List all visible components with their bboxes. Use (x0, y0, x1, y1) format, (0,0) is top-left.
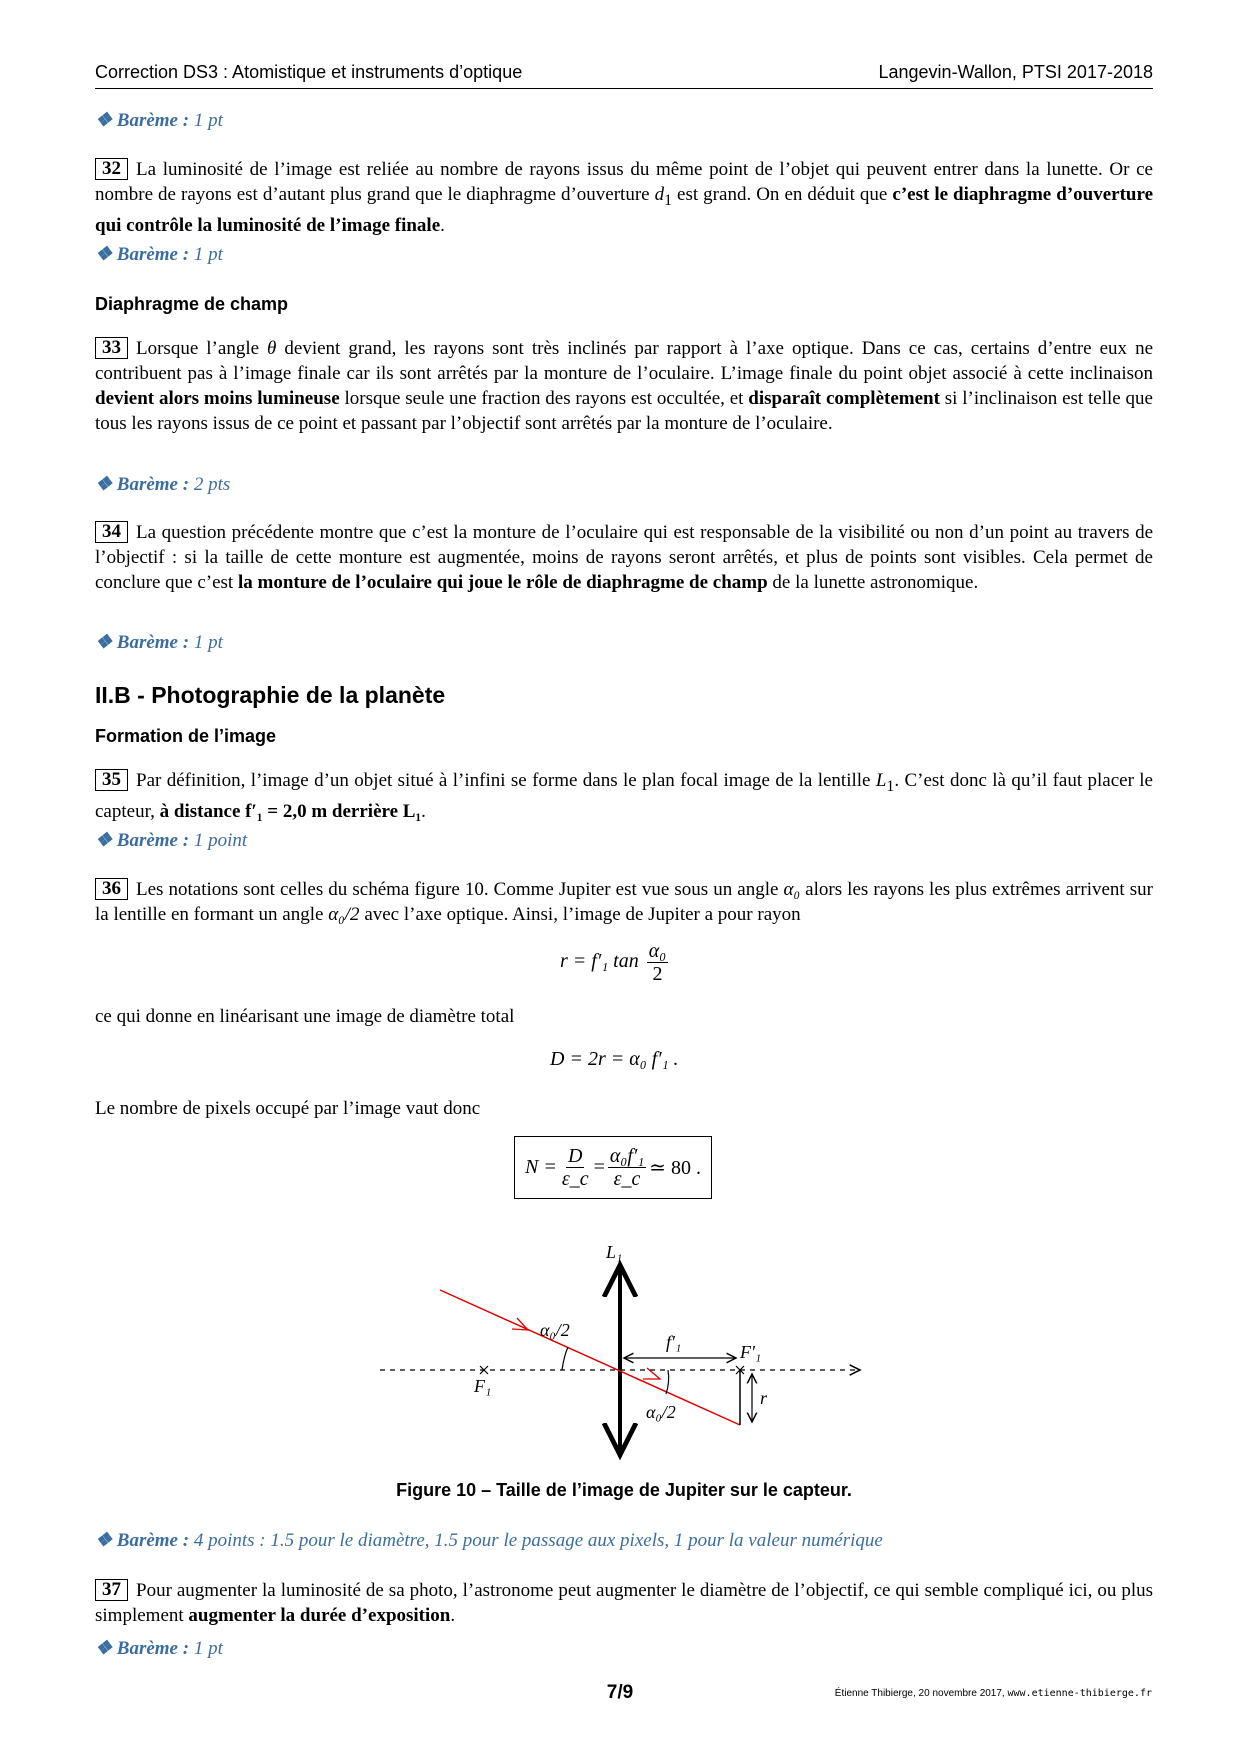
bareme-label: ❖ Barème : (95, 110, 190, 131)
equation-diameter: D = 2r = α₀ f′₁ . (550, 1048, 679, 1070)
fraction-num: α₀ (648, 940, 667, 962)
text: Par définition, l’image d’un objet situé à l’infini se forme dans le plan focal image de la lentille (136, 770, 876, 791)
text: Pour augmenter la luminosité de sa photo, l’astronome peut augmenter le diamètre de l’objectif, ce qui semble compliqué ici, ou plus simplement (95, 1580, 1153, 1626)
question-32 (95, 157, 1153, 238)
header-school: Langevin-Wallon, PTSI 2017-2018 (878, 62, 1153, 82)
bold-text: c’est le diaphragme d’ouverture qui contrôle la luminosité de l’image finale (95, 184, 1153, 236)
label-alpha-top: α₀/2 (540, 1320, 570, 1340)
text: . (421, 800, 426, 822)
fraction (608, 1145, 646, 1190)
text: lorsque seule une fraction des rayons est occultée, et (339, 388, 749, 409)
header-title: Correction DS3 : Atomistique et instruments d’optique (95, 62, 523, 82)
sub: 1 (886, 777, 895, 795)
text: . (440, 214, 445, 236)
page-number: 7/9 (606, 1682, 634, 1703)
bareme-32 (95, 242, 1153, 267)
bold-text: à distance f′₁ = 2,0 m derrière L₁ (159, 800, 422, 822)
bareme-value: 1 pt (193, 632, 223, 653)
eq-lhs: r = f′₁ tan (560, 950, 639, 973)
fraction-den: ε_c (613, 1168, 641, 1190)
bareme-value: 1 pt (193, 244, 223, 265)
equation-pixels (514, 1136, 712, 1199)
var-d: d (654, 184, 665, 205)
text: de la lunette astronomique. (767, 572, 979, 593)
eq-lhs: N = (525, 1156, 557, 1178)
var-L: L (875, 770, 887, 791)
bareme-31 (95, 108, 1153, 133)
text: devient grand, les rayons sont très inclinés par rapport à l’axe optique. Dans ce cas, certains d’entre eux ne contribuent pas à l’image finale car ils sont arrêtés par la monture de l’oculaire. L’image finale du point objet associé à cette inclinaison (95, 338, 1153, 384)
bareme-37 (95, 1636, 1153, 1661)
bareme-36 (95, 1528, 1153, 1553)
bareme-label: ❖ Barème : (95, 1638, 190, 1659)
bareme-label: ❖ Barème : (95, 474, 190, 495)
question-34 (95, 520, 1153, 595)
question-number: 34 (95, 521, 128, 543)
text: . C’est donc là qu’il faut placer le capteur, (95, 770, 1153, 822)
subheading-diaphragme: Diaphragme de champ (95, 294, 289, 314)
text: La question précédente montre que c’est la monture de l’oculaire qui est responsable de la visibilité ou non d’un point au travers de l’objectif : si la taille de cette monture est augmentée, moins de rayons seront arrêtés, et plus de points sont visibles. Cela permet de conclure que c’est (95, 522, 1153, 593)
footer-credit (835, 1688, 1152, 1699)
fraction-den: ε_c (561, 1168, 589, 1190)
label-alpha-bottom: α₀/2 (646, 1402, 676, 1422)
angle-arc-bottom (666, 1370, 669, 1394)
question-33 (95, 336, 1153, 436)
text-pixels: Le nombre de pixels occupé par l’image vaut donc (95, 1098, 481, 1119)
bold-text: augmenter la durée d’exposition (188, 1605, 451, 1626)
question-number: 32 (95, 158, 128, 180)
var-alpha0-half: α₀/2 (328, 904, 360, 925)
question-37 (95, 1578, 1153, 1628)
credit-text: Étienne Thibierge, 20 novembre 2017, (834, 1688, 1008, 1699)
var-theta: θ (267, 338, 277, 359)
figure-10 (370, 1240, 870, 1476)
bareme-value: 1 pt (193, 1638, 223, 1659)
bareme-35 (95, 828, 1153, 853)
question-number: 36 (95, 878, 128, 900)
bareme-label: ❖ Barème : (95, 1530, 190, 1551)
label-r: r (760, 1388, 768, 1408)
bold-text: devient alors moins lumineuse (95, 388, 340, 409)
page-header (95, 62, 1153, 89)
text: avec l’axe optique. Ainsi, l’image de Jupiter a pour rayon (359, 904, 801, 925)
credit-url[interactable]: www.etienne-thibierge.fr (1007, 1688, 1152, 1699)
caption-label: Figure 10 (396, 1480, 477, 1500)
text: Les notations sont celles du schéma figure 10. Comme Jupiter est vue sous un angle (136, 879, 784, 900)
bareme-label: ❖ Barème : (95, 632, 190, 653)
label-L1: L₁ (606, 1242, 623, 1262)
bareme-value: 2 pts (193, 474, 231, 495)
text-linearisation: ce qui donne en linéarisant une image de diamètre total (95, 1006, 515, 1027)
bareme-label: ❖ Barème : (95, 244, 190, 265)
text: . (450, 1605, 456, 1626)
bareme-value: 4 points : 1.5 pour le diamètre, 1.5 pour le passage aux pixels, 1 pour la valeur numérique (193, 1530, 883, 1551)
bold-text: la monture de l’oculaire qui joue le rôle de diaphragme de champ (237, 572, 768, 593)
optics-diagram (370, 1240, 870, 1470)
text: alors les rayons les plus extrêmes arrivent sur la lentille en formant un angle (95, 879, 1153, 925)
bareme-34 (95, 630, 1153, 655)
boxed-result (514, 1136, 712, 1199)
figure-caption (95, 1480, 1153, 1501)
fraction-num: D (568, 1145, 583, 1167)
fraction-num: α₀f′₁ (609, 1145, 645, 1167)
text: Lorsque l’angle (136, 338, 268, 359)
question-35 (95, 768, 1153, 824)
angle-arc-top (562, 1347, 568, 1370)
fraction (647, 940, 668, 985)
caption-text: – Taille de l’image de Jupiter sur le capteur. (476, 1480, 852, 1500)
var-alpha0: α₀ (783, 879, 801, 900)
question-number: 37 (95, 1579, 128, 1601)
question-36 (95, 877, 1153, 927)
bareme-value: 1 point (193, 830, 248, 851)
subheading-formation: Formation de l’image (95, 726, 277, 746)
text: est grand. On en déduit que (672, 184, 893, 205)
equation-radius (560, 940, 671, 985)
bareme-33 (95, 472, 1153, 497)
label-F1p: F′₁ (740, 1342, 762, 1362)
question-number: 35 (95, 769, 128, 791)
label-f1: f′₁ (666, 1332, 682, 1352)
text: si l’inclinaison est telle que tous les rayons issus de ce point et passant par l’objectif sont arrêtés par la monture de l’oculaire. (95, 388, 1153, 434)
bold-text: disparaît complètement (748, 388, 940, 409)
eq-rhs: ≃ 80 . (649, 1157, 701, 1179)
bareme-value: 1 pt (193, 110, 223, 131)
section-title-iib: II.B - Photographie de la planète (95, 682, 446, 708)
question-number: 33 (95, 337, 128, 359)
bareme-label: ❖ Barème : (95, 830, 190, 851)
fraction-den: 2 (652, 963, 663, 985)
label-F1: F₁ (474, 1376, 492, 1396)
text: La luminosité de l’image est reliée au nombre de rayons issus du même point de l’objet qui peuvent entrer dans la lunette. Or ce nombre de rayons est d’autant plus grand que le diaphragme d’ouverture (95, 159, 1153, 205)
fraction (560, 1145, 591, 1190)
equals: = (593, 1156, 605, 1178)
sub: 1 (664, 191, 673, 209)
